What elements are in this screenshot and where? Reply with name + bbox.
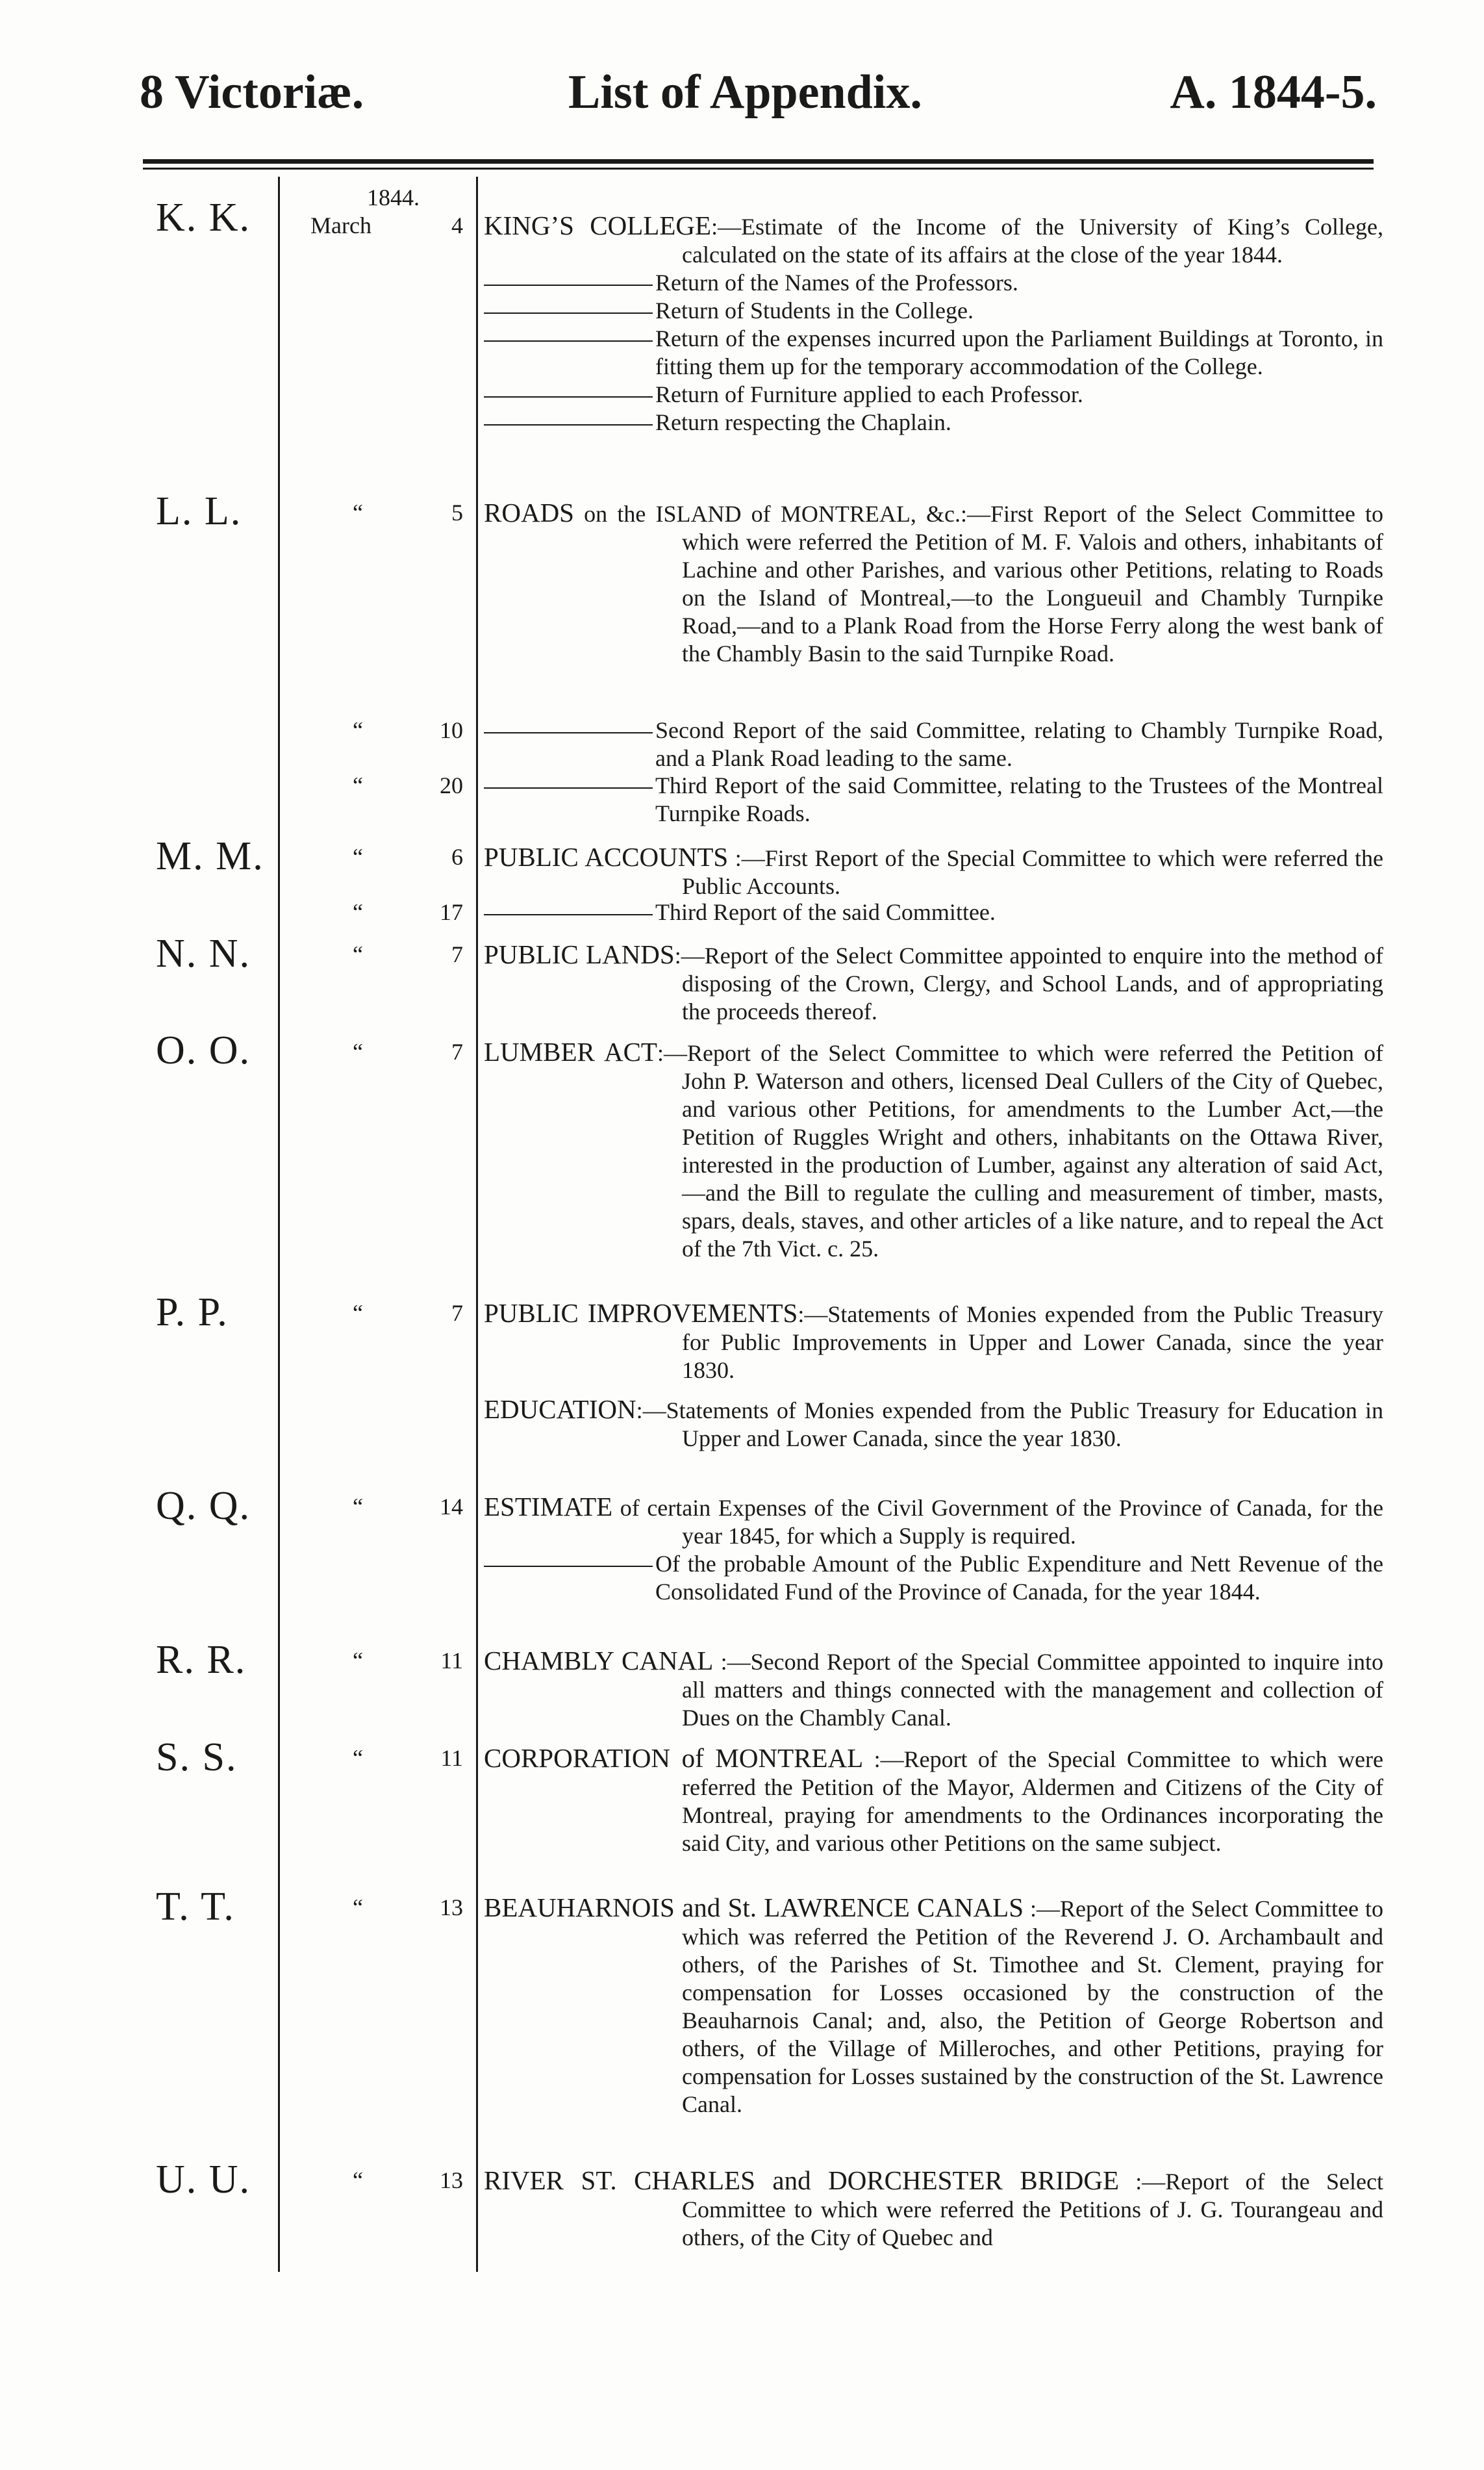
header-title: List of Appendix. xyxy=(568,66,922,119)
column-divider-label xyxy=(278,177,280,2272)
entry-sub: Second Report of the said Committee, relating to Chambly Turnpike Road, and a Plank Road leading to the same. xyxy=(655,717,1383,771)
entry-sub: Return of Students in the College. xyxy=(655,298,974,324)
entry-sub: Of the probable Amount of the Public Expenditure and Nett Revenue of the Consolidated Fund of the Province of Canada, for the year 1844. xyxy=(655,1551,1383,1605)
entry-text: :—Report of the Select Committee to which were referred the Petitions of J. G. Tourangeau and others, of the City of Quebec and xyxy=(682,2169,1383,2250)
header-session: 8 Victoriæ. xyxy=(140,66,364,119)
entry-lead: PUBLIC IMPROVEMENTS xyxy=(484,1298,798,1328)
entry-text: :—Second Report of the Special Committee appointed to inquire into all matters and things connected with the management and collection of Dues on the Chambly Canal. xyxy=(682,1649,1384,1731)
entry-corporation-montreal xyxy=(484,1744,1383,1857)
entry-lead: CHAMBLY CANAL xyxy=(484,1646,714,1675)
ditto-rule xyxy=(484,772,653,789)
entry-beauharnois-canals xyxy=(484,1894,1383,2119)
entry-public-accounts-third xyxy=(484,898,1383,926)
entry-text: on the ISLAND of MONTREAL, &c.:—First Report of the Select Committee to which were referred the Petition of M. F. Valois and others, inhabitants of Lachine and other Parishes, and various other Petitions, relating to Roads on the Island of Montreal,—to the Longueuil and Chambly Turnpike Road,—and to a Plank Road from the Horse Ferry along the west bank of the Chambly Basin to the said Turnpike Road. xyxy=(584,501,1383,667)
header-rule-thin xyxy=(143,168,1374,170)
entry-lead: ESTIMATE xyxy=(484,1492,613,1521)
entry-text: :—Report of the Special Committee to which were referred the Petition of the Mayor, Aldermen and Citizens of the City of Montreal, praying for amendments to the Ordinances incorporating the said City, and various other Petitions on the same subject. xyxy=(682,1746,1383,1856)
date-ditto: “ xyxy=(353,1300,363,1326)
row-label: K. K. xyxy=(156,196,251,240)
row-label: O. O. xyxy=(156,1028,251,1073)
entry-text: :—Statements of Monies expended from the Public Treasury for Education in Upper and Lower Canada, since the year 1830. xyxy=(636,1397,1383,1451)
entry-lumber-act xyxy=(484,1038,1383,1263)
entry-roads-third xyxy=(484,772,1383,828)
entry-lead: CORPORATION of MONTREAL xyxy=(484,1743,864,1773)
date-ditto: “ xyxy=(353,899,363,925)
row-label: N. N. xyxy=(156,932,251,976)
entry-sub: Return respecting the Chaplain. xyxy=(655,409,951,435)
date-day: 17 xyxy=(440,899,463,925)
ditto-rule xyxy=(484,1550,653,1567)
entry-lead: BEAUHARNOIS and St. LAWRENCE CANALS xyxy=(484,1892,1024,1922)
row-label: P. P. xyxy=(156,1290,229,1334)
header-rule-thick xyxy=(143,159,1374,164)
date-year: 1844. xyxy=(367,185,420,210)
entry-sub: Return of the expenses incurred upon the Parliament Buildings at Toronto, in fitting them up for the temporary accommodation of the College. xyxy=(655,325,1383,379)
date-ditto: “ xyxy=(353,500,363,526)
entry-estimate xyxy=(484,1493,1383,1606)
date-ditto: “ xyxy=(353,2167,363,2193)
entry-lead: KING’S COLLEGE xyxy=(484,210,712,240)
entry-chambly-canal xyxy=(484,1647,1383,1732)
entry-roads-second xyxy=(484,717,1383,772)
entry-lead: EDUCATION xyxy=(484,1394,636,1424)
entry-text: :—Report of the Select Committee to which were referred the Petition of John P. Waterson and others, licensed Deal Cullers of the City of Quebec, and various other Petitions, for amendments to the Lumber Act,—the Petition of Ruggles Wright and others, inhabitants on the Ottawa River, interested in the production of Lumber, against any alteration of said Act,—and the Bill to regulate the culling and measurement of timber, masts, spars, deals, staves, and other articles of a like nature, and to repeal the Act of the 7th Vict. c. 25. xyxy=(657,1040,1383,1262)
row-label: Q. Q. xyxy=(156,1484,251,1528)
entry-sub: Third Report of the said Committee. xyxy=(655,899,996,925)
entry-public-improvements xyxy=(484,1299,1383,1384)
ditto-rule xyxy=(484,898,653,915)
page-header xyxy=(140,65,1377,143)
entry-sub: Return of Furniture applied to each Professor. xyxy=(655,381,1083,407)
entry-education xyxy=(484,1395,1383,1453)
date-day: 6 xyxy=(451,844,463,870)
entry-river-st-charles xyxy=(484,2167,1383,2252)
entry-lead: ROADS xyxy=(484,498,574,528)
entry-roads xyxy=(484,499,1383,668)
header-year: A. 1844-5. xyxy=(1170,66,1377,119)
date-ditto: “ xyxy=(353,844,363,870)
entry-lead: RIVER ST. CHARLES and DORCHESTER BRIDGE xyxy=(484,2165,1120,2195)
entry-sub: Return of the Names of the Professors. xyxy=(655,270,1018,296)
date-day: 13 xyxy=(440,2167,463,2193)
entry-public-accounts xyxy=(484,843,1383,900)
ditto-rule xyxy=(484,297,653,314)
ditto-rule xyxy=(484,325,653,342)
entry-lead: PUBLIC ACCOUNTS xyxy=(484,842,729,872)
date-ditto: “ xyxy=(353,772,363,798)
entry-sub: Third Report of the said Committee, relating to the Trustees of the Montreal Turnpike Roads. xyxy=(655,772,1383,826)
entry-text: :—Report of the Select Committee to which was referred the Petition of the Reverend J. O. Archambault and others, of the Parishes of St. Timothee and St. Clement, praying for compensation for Losses occasioned by the construction of the Beauharnois Canal; and, also, the Petition of George Robertson and others, of the Village of Milleroches, and other Petitions, praying for compensation for Losses sustained by the construction of the St. Lawrence Canal. xyxy=(682,1896,1384,2117)
ditto-rule xyxy=(484,381,653,398)
entry-text: :—Report of the Select Committee appointed to enquire into the method of disposing of the Crown, Clergy, and School Lands, and of appropriating the proceeds thereof. xyxy=(674,943,1383,1025)
date-day: 5 xyxy=(451,500,463,526)
date-day: 4 xyxy=(451,212,463,238)
date-ditto: “ xyxy=(353,1494,363,1520)
row-label: S. S. xyxy=(156,1735,238,1779)
date-day: 7 xyxy=(451,1300,463,1326)
entry-public-lands xyxy=(484,941,1383,1026)
date-month: March xyxy=(310,212,371,238)
date-day: 11 xyxy=(440,1745,463,1771)
date-ditto: “ xyxy=(353,1894,363,1920)
column-divider-date xyxy=(476,177,478,2272)
row-label: T. T. xyxy=(156,1885,235,1929)
date-ditto: “ xyxy=(353,717,363,743)
date-day: 14 xyxy=(440,1494,463,1520)
date-ditto: “ xyxy=(353,1648,363,1674)
date-day: 11 xyxy=(440,1648,463,1674)
date-ditto: “ xyxy=(353,941,363,967)
date-ditto: “ xyxy=(353,1745,363,1771)
row-label: L. L. xyxy=(156,489,242,533)
ditto-rule xyxy=(484,717,653,733)
date-day: 20 xyxy=(440,772,463,798)
entry-text: :—Statements of Monies expended from the Public Treasury for Public Improvements in Upper and Lower Canada, since the year 1830. xyxy=(682,1301,1383,1383)
date-cell xyxy=(284,184,463,240)
row-label: M. M. xyxy=(156,834,264,878)
date-day: 7 xyxy=(451,1039,463,1065)
ditto-rule xyxy=(484,409,653,426)
date-day: 7 xyxy=(451,941,463,967)
entry-lead: PUBLIC LANDS xyxy=(484,939,675,969)
row-label: R. R. xyxy=(156,1638,247,1682)
entry-kings-college xyxy=(484,212,1383,437)
entry-lead: LUMBER ACT xyxy=(484,1037,657,1067)
date-day: 10 xyxy=(440,717,463,743)
date-day: 13 xyxy=(440,1894,463,1920)
date-ditto: “ xyxy=(353,1039,363,1065)
row-label: U. U. xyxy=(156,2158,251,2202)
ditto-rule xyxy=(484,269,653,286)
entry-text: :—First Report of the Special Committee to which were referred the Public Accounts. xyxy=(682,845,1384,899)
entry-text: :—Estimate of the Income of the University of King’s College, calculated on the state of its affairs at the close of the year 1844. xyxy=(682,214,1383,268)
entry-text: of certain Expenses of the Civil Government of the Province of Canada, for the year 1845, for which a Supply is required. xyxy=(620,1495,1383,1549)
